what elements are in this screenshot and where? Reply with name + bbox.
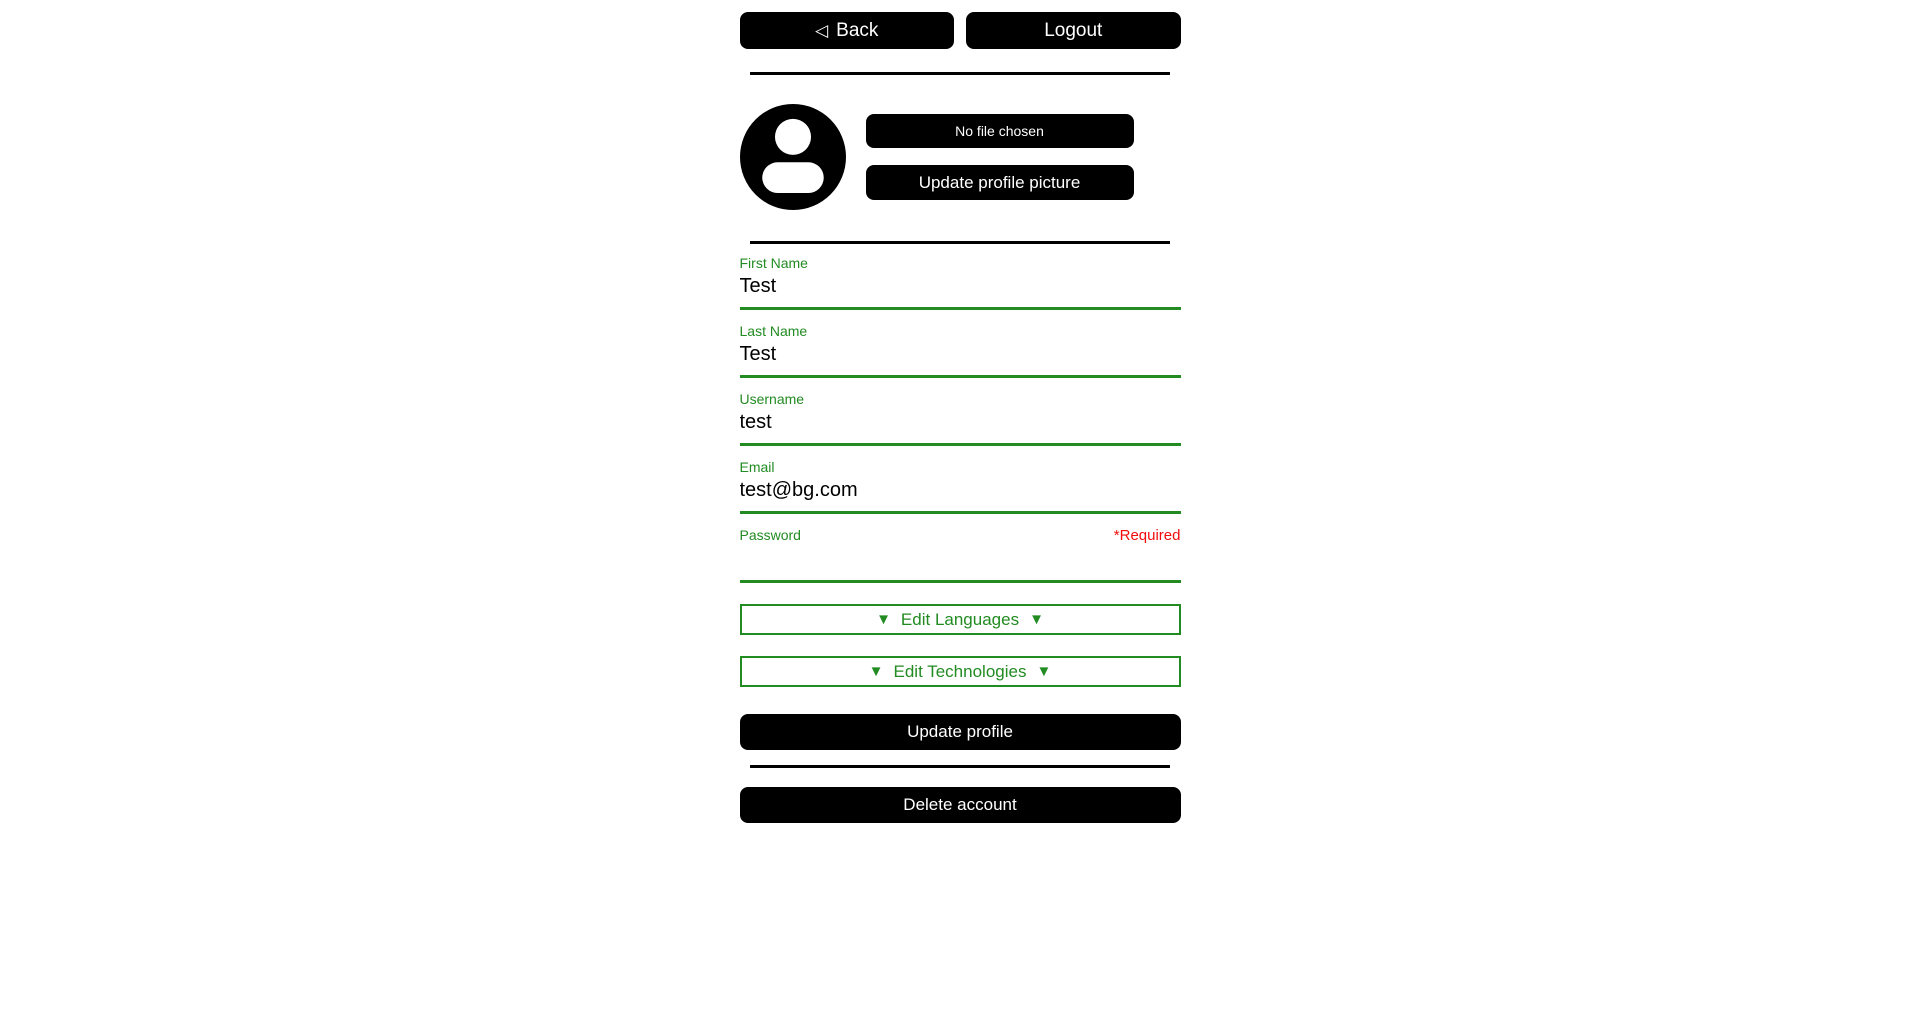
delete-account-button[interactable]: [740, 787, 1181, 823]
password-input[interactable]: [740, 544, 1181, 583]
first-name-label: First Name: [739, 255, 808, 271]
password-label-row: [740, 527, 1181, 544]
edit-languages-label: Edit Languages: [900, 609, 1020, 629]
update-profile-picture-label: Update profile picture: [918, 172, 1081, 192]
logout-button-label: Logout: [1044, 19, 1103, 41]
last-name-label: Last Name: [739, 323, 808, 339]
back-button[interactable]: [740, 12, 955, 49]
chevron-down-icon: ▼: [868, 663, 884, 680]
update-profile-button[interactable]: [740, 714, 1181, 750]
file-input[interactable]: [866, 114, 1134, 148]
update-profile-label: Update profile: [907, 722, 1013, 741]
divider-middle: [750, 241, 1170, 244]
divider-top: [750, 72, 1170, 75]
email-label: Email: [739, 459, 775, 475]
password-field-group: [740, 527, 1181, 583]
first-name-input[interactable]: [740, 271, 1181, 310]
logout-button[interactable]: [966, 12, 1181, 49]
file-input-status: No file chosen: [955, 123, 1044, 139]
delete-account-label: Delete account: [903, 795, 1017, 814]
back-button-label: Back: [836, 19, 879, 41]
last-name-input[interactable]: [740, 339, 1181, 378]
password-required-note: *Required: [1113, 527, 1181, 544]
top-button-row: [740, 12, 1181, 49]
password-label: Password: [739, 527, 801, 543]
back-arrow-icon: ◁: [815, 20, 829, 40]
chevron-down-icon: ▼: [1036, 663, 1052, 680]
first-name-field-group: [740, 255, 1181, 310]
username-input[interactable]: [740, 407, 1181, 446]
email-field-group: [740, 459, 1181, 514]
email-input[interactable]: [740, 475, 1181, 514]
last-name-field-group: [740, 323, 1181, 378]
username-label: Username: [739, 391, 805, 407]
username-field-group: [740, 391, 1181, 446]
chevron-down-icon: ▼: [876, 611, 891, 628]
edit-languages-button[interactable]: [740, 604, 1181, 635]
edit-technologies-label: Edit Technologies: [893, 661, 1027, 681]
avatar-icon: [740, 104, 846, 210]
profile-page: [740, 0, 1181, 823]
profile-picture-section: [740, 104, 1181, 210]
update-profile-picture-button[interactable]: [866, 165, 1134, 200]
profile-picture-controls: [866, 114, 1134, 200]
edit-technologies-button[interactable]: [740, 656, 1181, 687]
divider-bottom: [750, 765, 1170, 768]
chevron-down-icon: ▼: [1029, 611, 1044, 628]
